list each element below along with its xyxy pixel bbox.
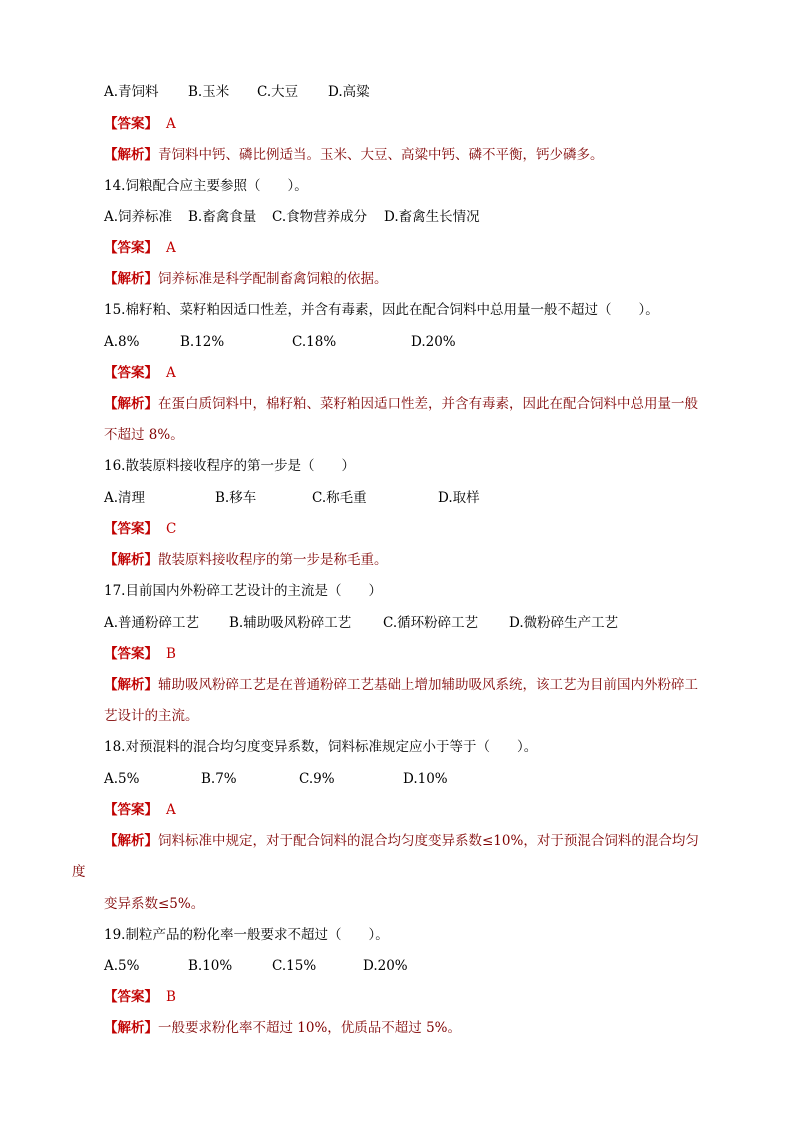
explanation-text: 一般要求粉化率不超过 10%，优质品不超过 5%。 xyxy=(158,1020,462,1036)
q18-answer xyxy=(104,801,176,819)
q15-explanation-cont: 不超过 8%。 xyxy=(104,427,184,443)
explanation-label: 【解析】 xyxy=(104,271,158,287)
q19-explanation xyxy=(104,1019,461,1037)
q17-explanation xyxy=(104,676,698,694)
q13-answer xyxy=(104,115,176,133)
q15-options xyxy=(104,333,456,351)
q19-option-d: D.20% xyxy=(363,958,408,974)
answer-value: A xyxy=(166,802,176,818)
explanation-label: 【解析】 xyxy=(104,1020,158,1036)
q13-options xyxy=(104,83,370,101)
answer-label: 【答案】 xyxy=(104,989,158,1005)
q16-options xyxy=(104,489,480,507)
q16-option-c: C.称毛重 xyxy=(312,490,367,506)
explanation-label: 【解析】 xyxy=(104,552,158,568)
q17-options xyxy=(104,614,618,632)
q14-option-b: B.畜禽食量 xyxy=(188,209,257,225)
answer-label: 【答案】 xyxy=(104,521,158,537)
q17-option-b: B.辅助吸风粉碎工艺 xyxy=(229,615,352,631)
q17-answer xyxy=(104,645,176,663)
q16-question: 16.散装原料接收程序的第一步是（ ） xyxy=(104,458,355,474)
explanation-text: 辅助吸风粉碎工艺是在普通粉碎工艺基础上增加辅助吸风系统，该工艺为目前国内外粉碎工 xyxy=(158,677,698,693)
q19-option-b: B.10% xyxy=(188,958,233,974)
answer-value: B xyxy=(166,646,176,662)
q17-option-c: C.循环粉碎工艺 xyxy=(383,615,479,631)
answer-label: 【答案】 xyxy=(104,365,158,381)
q18-explanation-wrap: 度 xyxy=(72,864,86,880)
q15-option-b: B.12% xyxy=(180,334,225,350)
q19-answer xyxy=(104,988,176,1006)
answer-value: A xyxy=(166,365,176,381)
answer-value: C xyxy=(166,521,177,537)
q19-option-c: C.15% xyxy=(272,958,317,974)
answer-value: A xyxy=(166,116,176,132)
q14-explanation xyxy=(104,270,388,288)
q16-option-a: A.清理 xyxy=(104,490,146,506)
answer-value: A xyxy=(166,240,176,256)
explanation-label: 【解析】 xyxy=(104,396,158,412)
q13-option-c: C.大豆 xyxy=(257,84,299,100)
explanation-text: 饲料标准中规定，对于配合饲料的混合均匀度变异系数≤10%，对于预混合饲料的混合均匀 xyxy=(158,833,699,849)
q18-explanation-cont: 变异系数≤5%。 xyxy=(104,896,205,912)
q14-option-d: D.畜禽生长情况 xyxy=(384,209,480,225)
answer-label: 【答案】 xyxy=(104,802,158,818)
q16-answer xyxy=(104,520,176,538)
q17-option-d: D.微粉碎生产工艺 xyxy=(509,615,619,631)
answer-label: 【答案】 xyxy=(104,646,158,662)
q13-option-b: B.玉米 xyxy=(188,84,230,100)
explanation-text: 在蛋白质饲料中，棉籽粕、菜籽粕因适口性差，并含有毒素，因此在配合饲料中总用量一般 xyxy=(158,396,698,412)
q15-option-c: C.18% xyxy=(292,334,337,350)
answer-label: 【答案】 xyxy=(104,116,158,132)
q13-option-a: A.青饲料 xyxy=(104,84,159,100)
q16-explanation xyxy=(104,551,388,569)
explanation-text: 饲养标准是科学配制畜禽饲粮的依据。 xyxy=(158,271,388,287)
q19-options xyxy=(104,957,408,975)
q14-options xyxy=(104,208,480,226)
q14-answer xyxy=(104,239,176,257)
answer-value: B xyxy=(166,989,176,1005)
q17-option-a: A.普通粉碎工艺 xyxy=(104,615,200,631)
q19-question: 19.制粒产品的粉化率一般要求不超过（ ）。 xyxy=(104,927,389,943)
q18-question: 18.对预混料的混合均匀度变异系数，饲料标准规定应小于等于（ ）。 xyxy=(104,739,538,755)
explanation-text: 散装原料接收程序的第一步是称毛重。 xyxy=(158,552,388,568)
q18-option-c: C.9% xyxy=(299,771,335,787)
q18-option-a: A.5% xyxy=(104,771,140,787)
q15-explanation xyxy=(104,395,698,413)
explanation-text: 青饲料中钙、磷比例适当。玉米、大豆、高粱中钙、磷不平衡，钙少磷多。 xyxy=(158,147,604,163)
q16-option-b: B.移车 xyxy=(215,490,257,506)
q14-option-a: A.饲养标准 xyxy=(104,209,173,225)
answer-label: 【答案】 xyxy=(104,240,158,256)
q15-answer xyxy=(104,364,176,382)
q17-question: 17.目前国内外粉碎工艺设计的主流是（ ） xyxy=(104,583,382,599)
explanation-label: 【解析】 xyxy=(104,677,158,693)
explanation-label: 【解析】 xyxy=(104,147,158,163)
q15-option-d: D.20% xyxy=(411,334,456,350)
q13-explanation xyxy=(104,146,604,164)
q15-question: 15.棉籽粕、菜籽粕因适口性差，并含有毒素，因此在配合饲料中总用量一般不超过（ ）。 xyxy=(104,302,659,318)
q14-option-c: C.食物营养成分 xyxy=(272,209,368,225)
q16-option-d: D.取样 xyxy=(438,490,480,506)
q15-option-a: A.8% xyxy=(104,334,140,350)
q18-option-b: B.7% xyxy=(201,771,237,787)
q17-explanation-cont: 艺设计的主流。 xyxy=(104,708,199,724)
q18-explanation xyxy=(104,832,699,850)
q18-options xyxy=(104,770,448,788)
q19-option-a: A.5% xyxy=(104,958,140,974)
q13-option-d: D.高粱 xyxy=(328,84,370,100)
explanation-label: 【解析】 xyxy=(104,833,158,849)
q14-question: 14.饲粮配合应主要参照（ ）。 xyxy=(104,178,308,194)
q18-option-d: D.10% xyxy=(403,771,448,787)
